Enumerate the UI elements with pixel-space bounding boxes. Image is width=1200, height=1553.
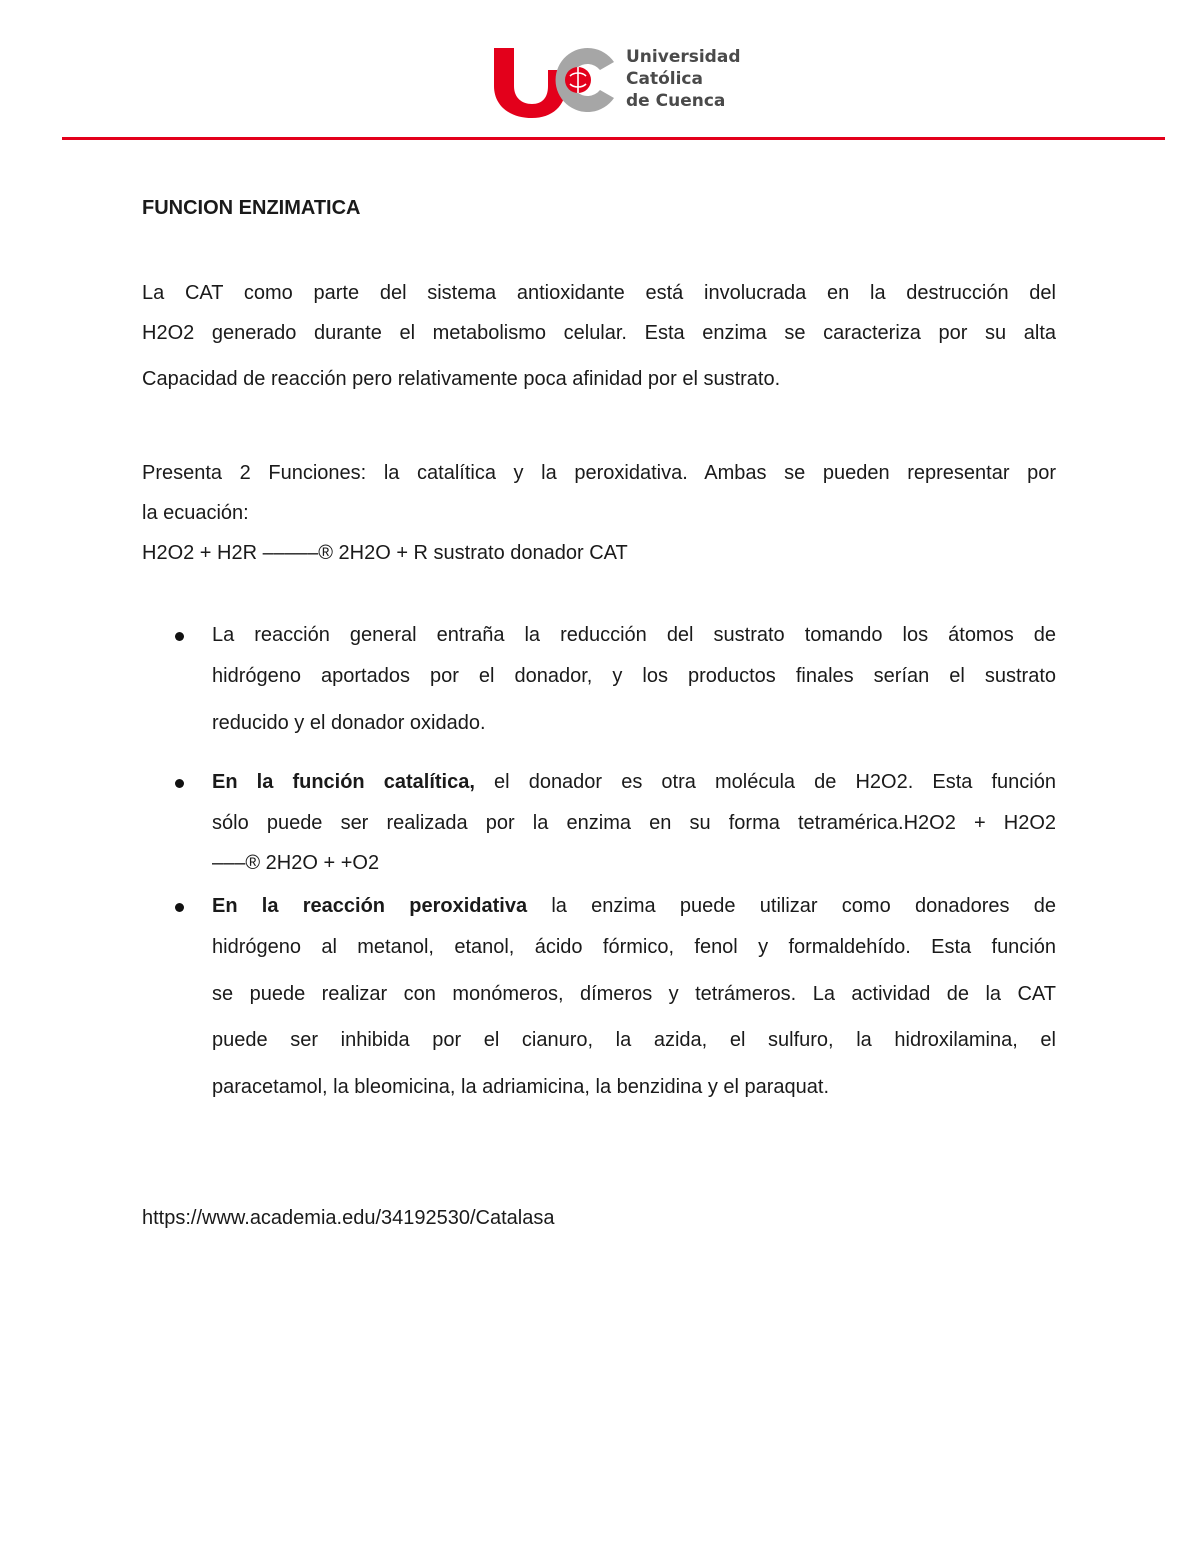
university-name — [626, 46, 756, 112]
logo-line-3: de Cuenca — [626, 91, 726, 111]
bullet2-bold: En la función catalítica, — [212, 771, 475, 793]
bullet2-line-1 — [212, 762, 1056, 803]
intro-line-2: H2O2 generado durante el metabolismo celular. Esta enzima se caracteriza por su alta — [142, 322, 1056, 344]
bullet-text — [212, 615, 1056, 749]
equation: H2O2 + H2R –––––® 2H2O + R sustrato donador CAT — [142, 542, 628, 564]
bullet3-line-2: hidrógeno al metanol, etanol, ácido fórmico, fenol y formaldehído. Esta función — [212, 936, 1056, 958]
source-link[interactable]: https://www.academia.edu/34192530/Catalasa — [142, 1207, 555, 1229]
functions-line-2: la ecuación: — [142, 502, 249, 524]
bullet3-line-4: puede ser inhibida por el cianuro, la azida, el sulfuro, la hidroxilamina, el — [212, 1029, 1056, 1051]
intro-line-3: Capacidad de reacción pero relativamente poca afinidad por el sustrato. — [142, 368, 781, 390]
bullet3-line-5: paracetamol, la bleomicina, la adriamicina, la benzidina y el paraquat. — [212, 1076, 830, 1098]
university-logo — [490, 40, 750, 120]
document-title: FUNCION ENZIMATICA — [142, 197, 361, 219]
bullet-icon — [175, 779, 184, 788]
logo-line-1: Universidad — [626, 47, 741, 67]
bullet2-line-3: –––® 2H2O + +O2 — [212, 852, 380, 874]
uc-logo-icon — [490, 40, 620, 120]
header-divider — [62, 137, 1165, 140]
intro-line-1: La CAT como parte del sistema antioxidante está involucrada en la destrucción del — [142, 282, 1056, 304]
intro-paragraph — [142, 273, 1056, 405]
bullet2-line-2: sólo puede ser realizada por la enzima en su forma tetramérica.H2O2 + H2O2 — [212, 812, 1056, 834]
functions-paragraph — [142, 453, 1056, 573]
bullet-text — [212, 762, 1056, 883]
bullet1-line-3: reducido y el donador oxidado. — [212, 712, 486, 734]
bullet3-line-1-rest: la enzima puede utilizar como donadores de — [527, 895, 1056, 917]
bullet1-line-2: hidrógeno aportados por el donador, y los productos finales serían el sustrato — [212, 665, 1056, 687]
bullet-text — [212, 886, 1056, 1113]
bullet-icon — [175, 632, 184, 641]
bullet-icon — [175, 903, 184, 912]
bullet2-line-1-rest: el donador es otra molécula de H2O2. Esta función — [474, 771, 1056, 793]
bullet1-line-1: La reacción general entraña la reducción del sustrato tomando los átomos de — [212, 624, 1056, 646]
functions-line-1: Presenta 2 Funciones: la catalítica y la peroxidativa. Ambas se pueden representar por — [142, 462, 1056, 484]
bullet3-bold: En la reacción peroxidativa — [212, 895, 528, 917]
bullet3-line-3: se puede realizar con monómeros, dímeros y tetrámeros. La actividad de la CAT — [212, 983, 1056, 1005]
logo-line-2: Católica — [626, 69, 703, 89]
bullet3-line-1 — [212, 886, 1056, 927]
